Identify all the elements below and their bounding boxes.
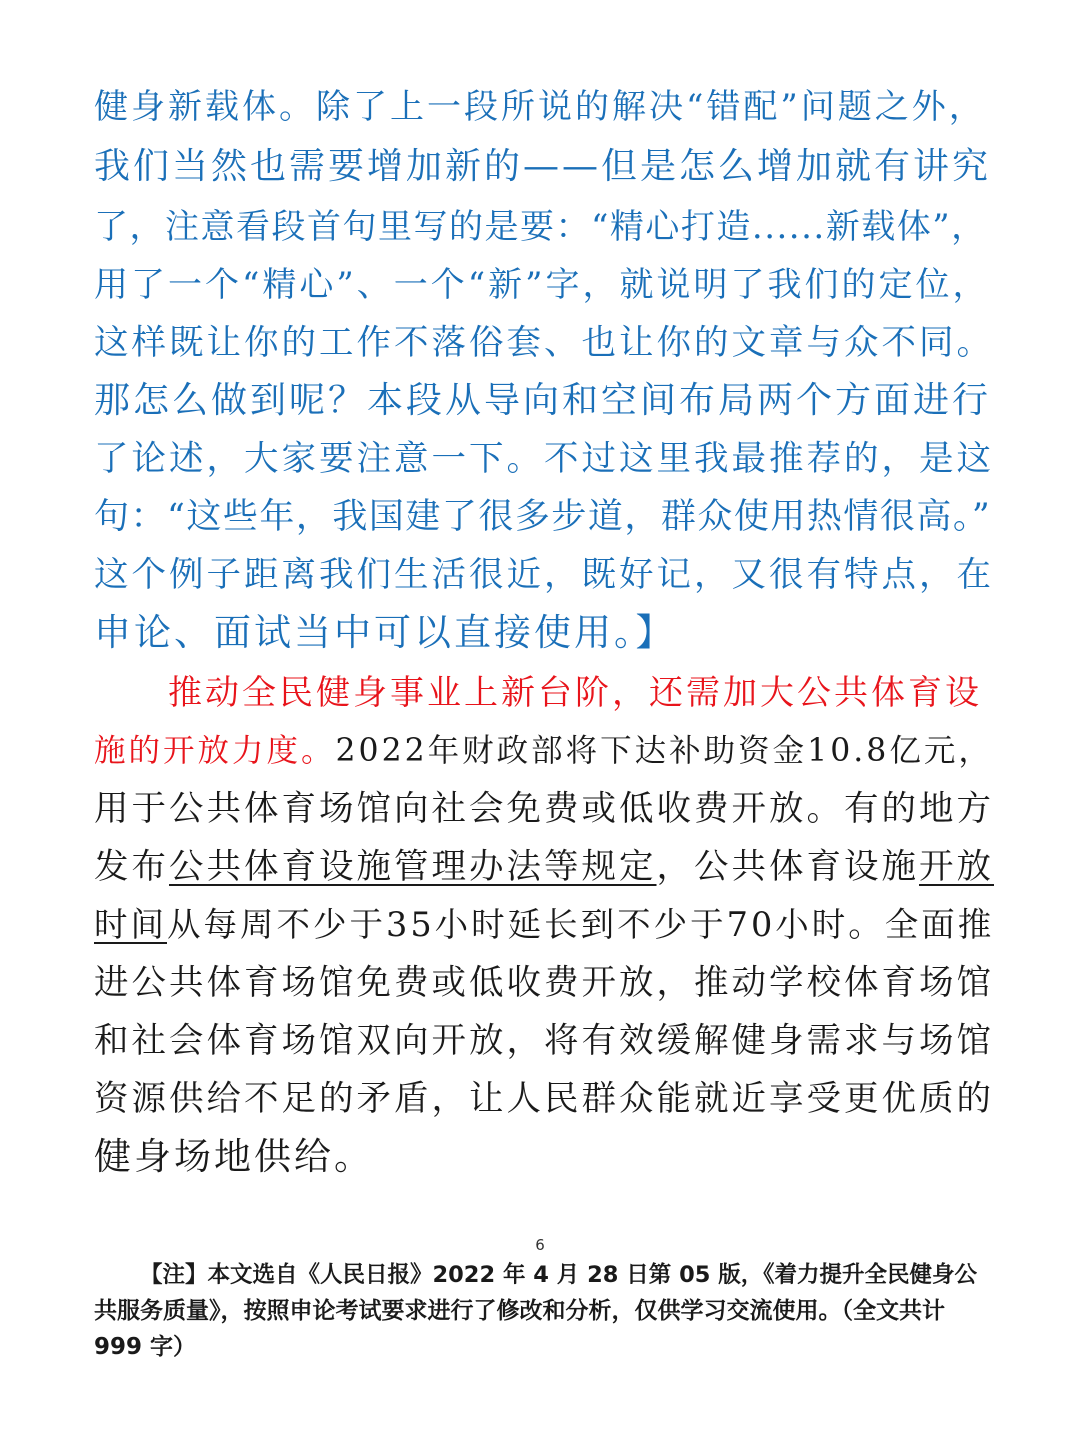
underlined-text: 公共体育设施管理办法等规定	[169, 847, 657, 887]
underlined-text: 开放	[919, 847, 994, 887]
paragraph-line: 用于公共体育场馆向社会免费或低收费开放。有的地方	[94, 789, 994, 829]
commentary-line: 了论述，大家要注意一下。不过这里我最推荐的，是这	[94, 439, 994, 479]
commentary-line: 了，注意看段首句里写的是要：“精心打造......新载体”，	[94, 207, 987, 247]
commentary-line: 这个例子距离我们生活很近，既好记，又很有特点，在	[94, 555, 994, 595]
commentary-line: 这样既让你的工作不落俗套、也让你的文章与众不同。	[94, 323, 994, 363]
body-text: ，公共体育设施	[656, 847, 919, 887]
commentary-line: 申论、面试当中可以直接使用。】	[94, 611, 676, 654]
underlined-text: 时间	[94, 905, 167, 944]
paragraph-line	[94, 722, 994, 780]
body-text: 从每周不少于35小时延长到不少于70小时。全面推	[167, 905, 995, 944]
commentary-line: 用了一个“精心”、一个“新”字，就说明了我们的定位，	[94, 265, 990, 305]
paragraph-line: 和社会体育场馆双向开放，将有效缓解健身需求与场馆	[94, 1021, 994, 1061]
paragraph-line: 资源供给不足的矛盾，让人民群众能就近享受更优质的	[94, 1079, 994, 1119]
body-text: 发布	[94, 847, 169, 887]
footnote-line: 【注】本文选自《人民日报》2022 年 4 月 28 日第 05 版，《着力提升全民健身公	[140, 1262, 977, 1288]
footnote-line: 999 字）	[94, 1334, 197, 1360]
paragraph-line: 进公共体育场馆免费或低收费开放，推动学校体育场馆	[94, 963, 994, 1003]
commentary-line: 那怎么做到呢？本段从导向和空间布局两个方面进行	[94, 380, 992, 421]
highlighted-sentence: 施的开放力度。	[94, 733, 336, 769]
paragraph-line	[94, 838, 994, 896]
footnote-line: 共服务质量》，按照申论考试要求进行了修改和分析，仅供学习交流使用。（全文共计	[94, 1298, 945, 1324]
paragraph-line: 健身场地供给。	[94, 1135, 374, 1178]
paragraph-line	[94, 896, 994, 954]
commentary-line: 我们当然也需要增加新的——但是怎么增加就有讲究	[94, 146, 992, 187]
body-text: 2022年财政部将下达补助资金10.8亿元，	[335, 733, 993, 769]
highlighted-sentence: 推动全民健身事业上新台阶，还需加大公共体育设	[168, 673, 982, 713]
commentary-line: 句：“这些年，我国建了很多步道，群众使用热情很高。”	[94, 497, 992, 537]
commentary-line: 健身新载体。除了上一段所说的解决“错配”问题之外，	[94, 87, 986, 127]
page-number: 6	[535, 1236, 545, 1254]
